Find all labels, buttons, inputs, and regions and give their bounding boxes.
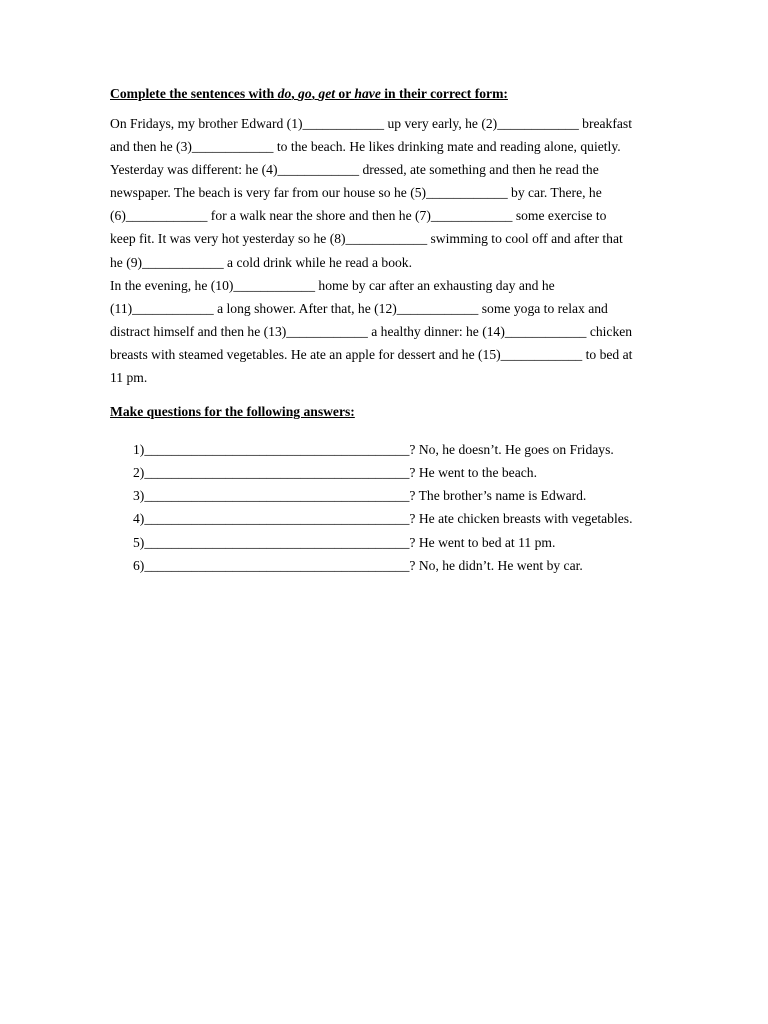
verb-have: have xyxy=(354,86,381,101)
paragraph-line: distract himself and then he (13)____________ a healthy dinner: he (14)____________ chicken xyxy=(110,323,633,339)
verb-go: go xyxy=(298,86,312,101)
verb-do: do xyxy=(277,86,292,101)
paragraph-line: On Fridays, my brother Edward (1)____________ up very early, he (2)____________ breakfast xyxy=(110,116,632,131)
paragraph-line: In the evening, he (10)____________ home by car after an exhausting day and he xyxy=(110,277,555,293)
question-item: 1)_______________________________________? No, he doesn’t. He goes on Fridays. xyxy=(133,442,614,458)
paragraph-line: and then he (3)____________ to the beach. He likes drinking mate and reading alone, quietly. xyxy=(110,139,621,155)
exercise-1-paragraph xyxy=(110,112,658,389)
paragraph-line: (11)____________ a long shower. After that, he (12)____________ some yoga to relax and xyxy=(110,300,608,316)
paragraph-line: breasts with steamed vegetables. He ate an apple for dessert and he (15)____________ to bed at xyxy=(110,346,633,362)
heading-separator: or xyxy=(335,86,355,101)
heading-separator: , xyxy=(311,86,319,101)
paragraph-line: 11 pm. xyxy=(110,370,148,386)
paragraph-line: (6)____________ for a walk near the shore and then he (7)____________ some exercise to xyxy=(110,208,607,224)
heading-suffix: in their correct form: xyxy=(380,86,508,101)
worksheet-page xyxy=(110,84,658,577)
paragraph-line: Yesterday was different: he (4)____________ dressed, ate something and then he read the xyxy=(110,162,599,178)
question-item: 6)_______________________________________? No, he didn’t. He went by car. xyxy=(133,557,583,573)
question-item: 2)_______________________________________? He went to the beach. xyxy=(133,465,537,481)
verb-get: get xyxy=(318,86,336,101)
question-list xyxy=(110,438,658,577)
paragraph-line: he (9)____________ a cold drink while he read a book. xyxy=(110,254,413,270)
question-item: 5)_______________________________________? He went to bed at 11 pm. xyxy=(133,534,556,550)
question-item: 3)_______________________________________? The brother’s name is Edward. xyxy=(133,488,587,504)
heading-prefix: Complete the sentences with xyxy=(110,86,278,101)
paragraph-line: keep fit. It was very hot yesterday so he (8)____________ swimming to cool off and after that xyxy=(110,231,623,247)
question-item: 4)_______________________________________? He ate chicken breasts with vegetables. xyxy=(133,511,633,527)
exercise-2-heading: Make questions for the following answers: xyxy=(110,404,355,420)
heading-separator: , xyxy=(291,86,299,101)
exercise-1-heading xyxy=(110,84,658,104)
paragraph-line: newspaper. The beach is very far from our house so he (5)____________ by car. There, he xyxy=(110,185,602,201)
